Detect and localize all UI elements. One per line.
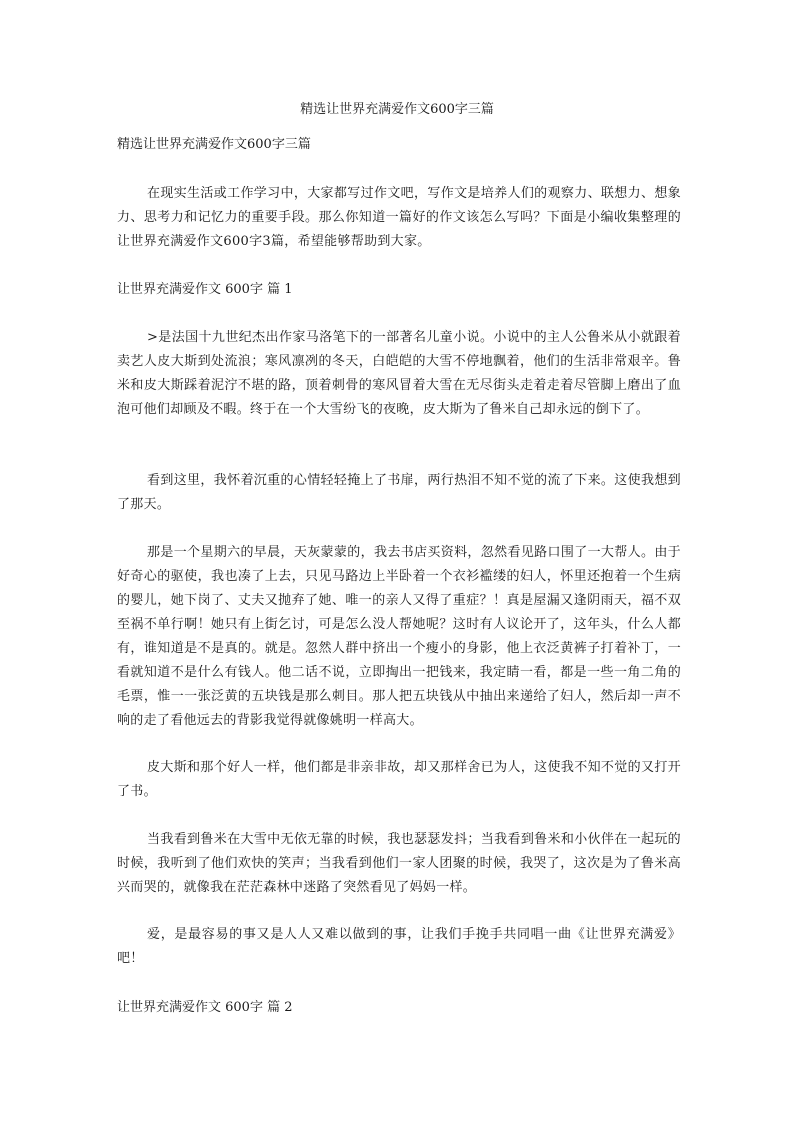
document-subtitle: 精选让世界充满爱作文600字三篇 [117, 137, 311, 152]
intro-paragraph: 在现实生活或工作学习中，大家都写过作文吧，写作文是培养人们的观察力、联想力、想象力、思考力和记忆力的重要手段。那么你知道一篇好的作文该怎么写吗？下面是小编收集整理的让世界充满爱作文600字3篇，希望能够帮助到大家。 [117, 186, 681, 249]
section-heading-1: 让世界充满爱作文 600字 篇 1 [117, 282, 293, 297]
paragraph-2: 看到这里，我怀着沉重的心情轻轻掩上了书扉，两行热泪不知不觉的流了下来。这使我想到了那天。 [117, 473, 681, 512]
paragraph-1: >是法国十九世纪杰出作家马洛笔下的一部著名儿童小说。小说中的主人公鲁米从小就跟着卖艺人皮大斯到处流浪；寒风凛冽的冬天，白皑皑的大雪不停地飘着，他们的生活非常艰辛。鲁米和皮大斯踩着泥泞不堪的路，顶着刺骨的寒风冒着大雪在无尽街头走着走着尽管脚上磨出了血泡可他们却顾及不暇。终于在一个大雪纷飞的夜晚，皮大斯为了鲁米自己却永远的倒下了。 [117, 330, 681, 417]
document-title: 精选让世界充满爱作文600字三篇 [300, 102, 494, 117]
paragraph-5: 当我看到鲁米在大雪中无依无靠的时候，我也瑟瑟发抖；当我看到鲁米和小伙伴在一起玩的时候，我听到了他们欢快的笑声；当我看到他们一家人团聚的时候，我哭了，这次是为了鲁米高兴而哭的，就像我在茫茫森林中迷路了突然看见了妈妈一样。 [117, 832, 681, 895]
section-heading-2: 让世界充满爱作文 600字 篇 2 [117, 1000, 293, 1015]
paragraph-4: 皮大斯和那个好人一样，他们都是非亲非故，却又那样舍已为人，这使我不知不觉的又打开了书。 [117, 760, 681, 799]
paragraph-6: 爱，是最容易的事又是人人又难以做到的事，让我们手挽手共同唱一曲《让世界充满爱》吧！ [117, 927, 681, 966]
paragraph-3: 那是一个星期六的早晨，天灰蒙蒙的，我去书店买资料，忽然看见路口围了一大帮人。由于好奇心的驱使，我也凑了上去，只见马路边上半卧着一个衣衫褴缕的妇人，怀里还抱着一个生病的婴儿，她下岗了、丈夫又抛弃了她、唯一的亲人又得了重症？！真是屋漏又逢阴雨天，福不双至祸不单行啊！她只有上街乞讨，可是怎么没人帮她呢？这时有人议论开了，这年头，什么人都有，谁知道是不是真的。就是。忽然人群中挤出一个瘦小的身影，他上衣泛黄裤子打着补丁，一看就知道不是什么有钱人。他二话不说，立即掏出一把钱来，我定睛一看，都是一些一角二角的毛票，惟一一张泛黄的五块钱是那么刺目。那人把五块钱从中抽出来递给了妇人，然后却一声不响的走了看他远去的背影我觉得就像姚明一样高大。 [117, 545, 681, 728]
